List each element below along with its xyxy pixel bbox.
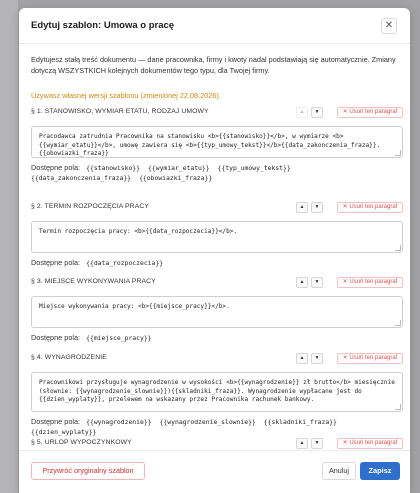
- resize-handle-icon[interactable]: [395, 404, 401, 410]
- paragraph-editor[interactable]: [31, 126, 403, 158]
- remove-paragraph-button[interactable]: ✕ Usuń ten paragraf: [337, 353, 403, 364]
- resize-handle-icon[interactable]: [395, 150, 401, 156]
- field-chip: {{miejsce_pracy}}: [86, 334, 152, 342]
- save-button[interactable]: Zapisz: [360, 462, 400, 480]
- available-fields-label: Dostępne pola:: [31, 417, 81, 426]
- paragraph-title: § 4. WYNAGRODZENIE: [31, 354, 107, 361]
- field-chip: {{stanowisko}}: [86, 164, 140, 172]
- field-chip: {{wynagrodzenie}}: [86, 418, 152, 426]
- paragraph-title: § 2. TERMIN ROZPOCZĘCIA PRACY: [31, 203, 149, 210]
- move-up-icon[interactable]: ▲: [296, 107, 308, 118]
- sidebar-backdrop: [0, 0, 18, 493]
- move-down-icon[interactable]: ▼: [311, 202, 323, 213]
- paragraph-section-1: [31, 107, 403, 183]
- available-fields: [31, 163, 403, 183]
- paragraph-section-3: [31, 277, 403, 343]
- info-text: Edytujesz stałą treść dokumentu — dane pracownika, firmy i kwoty nadal podstawiają się automatycznie. Zmiany dotyczą WSZYSTKICH kolejnych dokumentów tego typu, dla Twojej firmy.: [31, 55, 396, 75]
- remove-paragraph-button[interactable]: ✕ Usuń ten paragraf: [337, 107, 403, 118]
- field-chip: {{typ_umowy_tekst}}: [217, 164, 291, 172]
- modal-footer: [19, 450, 410, 493]
- field-chip: {{skladniki_fraza}}: [263, 418, 337, 426]
- available-fields-label: Dostępne pola:: [31, 258, 81, 267]
- resize-handle-icon[interactable]: [395, 320, 401, 326]
- paragraph-text: Pracownikowi przysługuje wynagrodzenie w wysokości <b>{{wynagrodzenie}} zł brutto</b> miesięcznie (słownie: {{wynagrodzenie_slownie}}){{skladniki_fraza}}. Wynagrodzenie wypłacane jest do {{dzien_wyplaty}}, przelewem na wskazany przez Pracownika rachunek bankowy.: [39, 379, 395, 404]
- field-chip: {{data_zakonczenia_fraza}}: [31, 174, 132, 182]
- move-down-icon[interactable]: ▼: [311, 438, 323, 449]
- move-up-icon[interactable]: ▲: [296, 202, 308, 213]
- modal-header: [19, 8, 410, 44]
- paragraph-text: Miejsce wykonywania pracy: <b>{{miejsce_pracy}}</b>.: [39, 303, 230, 310]
- modal-title: Edytuj szablon: Umowa o pracę: [31, 20, 175, 31]
- field-chip: {{obowiazki_fraza}}: [139, 174, 213, 182]
- paragraph-title: § 1. STANOWISKO, WYMIAR ETATU, RODZAJ UMOWY: [31, 108, 209, 115]
- field-chip: {{data_rozpoczecia}}: [86, 259, 164, 267]
- field-chip: {{wynagrodzenie_slownie}}: [159, 418, 256, 426]
- restore-original-button[interactable]: Przywróć oryginalny szablon: [31, 462, 145, 480]
- available-fields: [31, 417, 403, 437]
- cancel-button[interactable]: Anuluj: [322, 462, 356, 480]
- resize-handle-icon[interactable]: [395, 245, 401, 251]
- move-up-icon[interactable]: ▲: [296, 438, 308, 449]
- field-chip: {{dzien_wyplaty}}: [31, 428, 97, 436]
- paragraph-editor[interactable]: [31, 296, 403, 328]
- paragraph-section-4: [31, 353, 403, 437]
- modal-body[interactable]: [19, 45, 410, 450]
- paragraph-text: Pracodawca zatrudnia Pracownika na stanowisku <b>{{stanowisko}}</b>, w wymiarze <b>{{wymiar_etatu}}</b>, umowę zawiera się <b>{{typ_umowy_tekst}}</b>{{data_zakonczenia_fraza}}.{{obowiazki_fraza}}: [39, 133, 381, 158]
- move-down-icon[interactable]: ▼: [311, 107, 323, 118]
- paragraph-section-5: [31, 438, 403, 450]
- paragraph-text: Termin rozpoczęcia pracy: <b>{{data_rozpoczecia}}</b>.: [39, 228, 238, 235]
- custom-version-notice: Używasz własnej wersji szablonu (zmienionej 22.08.2026).: [31, 91, 221, 100]
- available-fields: [31, 333, 403, 343]
- move-down-icon[interactable]: ▼: [311, 353, 323, 364]
- paragraph-section-2: [31, 202, 403, 268]
- move-up-icon[interactable]: ▲: [296, 353, 308, 364]
- field-chip: {{wymiar_etatu}}: [148, 164, 210, 172]
- remove-paragraph-button[interactable]: ✕ Usuń ten paragraf: [337, 202, 403, 213]
- paragraph-editor[interactable]: [31, 221, 403, 253]
- paragraph-title: § 3. MIEJSCE WYKONYWANIA PRACY: [31, 278, 156, 285]
- move-up-icon[interactable]: ▲: [296, 277, 308, 288]
- available-fields-label: Dostępne pola:: [31, 333, 81, 342]
- remove-paragraph-button[interactable]: ✕ Usuń ten paragraf: [337, 438, 403, 449]
- paragraph-editor[interactable]: [31, 372, 403, 412]
- move-down-icon[interactable]: ▼: [311, 277, 323, 288]
- available-fields: [31, 258, 403, 268]
- available-fields-label: Dostępne pola:: [31, 163, 81, 172]
- paragraph-title: § 5. URLOP WYPOCZYNKOWY: [31, 439, 132, 446]
- close-icon[interactable]: ✕: [381, 18, 397, 34]
- remove-paragraph-button[interactable]: ✕ Usuń ten paragraf: [337, 277, 403, 288]
- edit-template-modal: [19, 8, 410, 493]
